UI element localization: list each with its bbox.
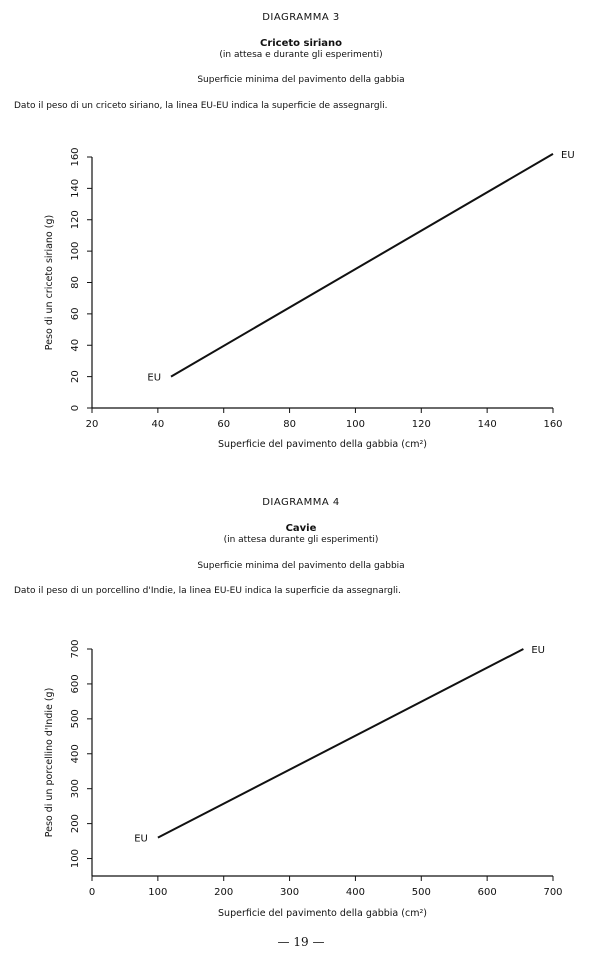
y-axis-label: Peso di un porcellino d'Indie (g) [44, 687, 55, 838]
x-tick-label: 700 [543, 887, 563, 898]
y-tick-label: 100 [70, 241, 81, 261]
y-tick-label: 140 [70, 178, 81, 198]
diagram3-title: Criceto siriano [259, 38, 343, 49]
x-tick-label: 60 [217, 419, 231, 430]
x-tick-label: 0 [88, 887, 96, 898]
y-tick-label: 400 [70, 744, 81, 764]
y-tick-label: 40 [70, 338, 81, 352]
y-axis-label: Peso di un criceto siriano (g) [44, 214, 55, 351]
x-tick-label: 20 [85, 419, 99, 430]
y-tick-label: 700 [70, 639, 81, 659]
y-tick-label: 60 [70, 307, 81, 321]
y-tick-label: 160 [70, 147, 81, 167]
diagram4-subtitle: (in attesa durante gli esperimenti) [223, 535, 379, 545]
annotation-eu-start: EU [134, 833, 148, 845]
y-tick-label: 200 [70, 814, 81, 834]
diagram4-title: Cavie [285, 523, 317, 534]
y-tick-label: 600 [70, 674, 81, 694]
y-tick-label: 80 [70, 276, 81, 289]
y-tick-label: 100 [70, 848, 81, 869]
diagram4-heading: DIAGRAMMA 4 [262, 497, 340, 508]
diagram3-subtitle: (in attesa e durante gli esperimenti) [219, 50, 383, 60]
x-tick-label: 80 [283, 419, 296, 430]
diagram3-description: Dato il peso di un criceto siriano, la linea EU-EU indica la superficie de assegnargli. [14, 101, 388, 111]
x-tick-label: 300 [280, 887, 300, 898]
annotation-eu-end: EU [561, 149, 575, 161]
x-tick-label: 160 [543, 419, 563, 430]
x-tick-label: 40 [151, 419, 165, 430]
diagram3-heading: DIAGRAMMA 3 [262, 12, 340, 23]
annotation-eu-start: EU [147, 372, 162, 384]
x-axis-label: Superficie del pavimento della gabbia (cm²) [218, 908, 427, 919]
diagram3-caption: Superficie minima del pavimento della gabbia [197, 75, 405, 85]
annotation-eu-end: EU [531, 645, 546, 656]
x-tick-label: 100 [148, 887, 168, 898]
x-tick-label: 600 [477, 887, 497, 898]
y-tick-label: 120 [70, 210, 81, 230]
y-tick-label: 0 [70, 404, 81, 412]
y-tick-label: 300 [70, 779, 81, 799]
x-tick-label: 140 [477, 419, 497, 430]
x-tick-label: 100 [345, 419, 365, 430]
y-tick-label: 500 [70, 709, 81, 729]
diagram4-description: Dato il peso di un porcellino d'Indie, la linea EU-EU indica la superficie da assegnargli. [14, 586, 401, 596]
x-axis-label: Superficie del pavimento della gabbia (cm²) [218, 439, 427, 450]
page-number: — 19 — [277, 935, 325, 949]
y-tick-label: 20 [70, 370, 81, 383]
x-tick-label: 200 [214, 887, 234, 898]
x-tick-label: 400 [345, 887, 365, 898]
diagram4-caption: Superficie minima del pavimento della gabbia [197, 561, 405, 571]
x-tick-label: 120 [411, 419, 431, 430]
x-tick-label: 500 [411, 887, 431, 898]
series-line-eu [158, 649, 524, 838]
